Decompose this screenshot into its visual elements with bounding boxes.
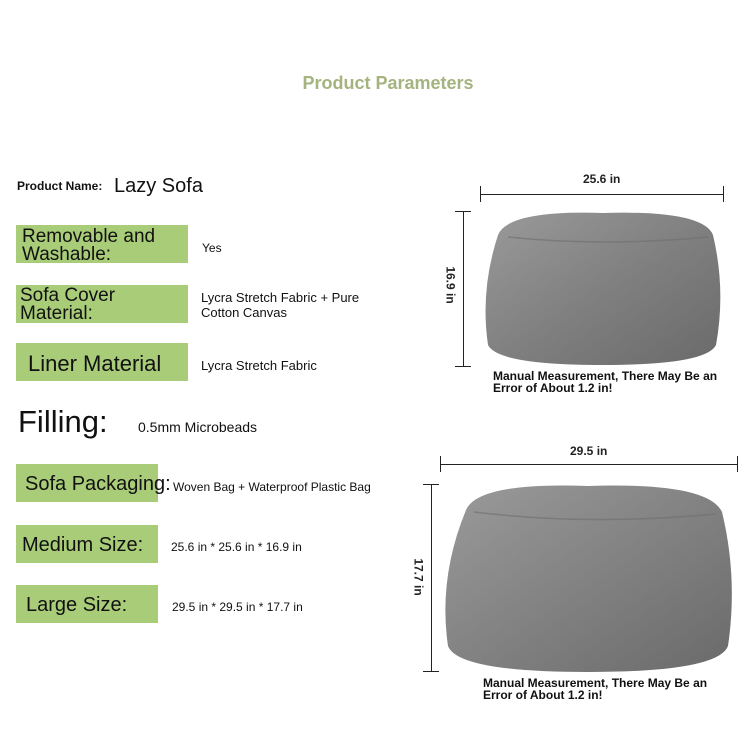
filling-value: 0.5mm Microbeads [138, 419, 258, 435]
large-note-line1: Manual Measurement, There May Be an [483, 676, 708, 690]
cover-value-line2: Cotton Canvas [201, 305, 287, 320]
large-width-line [440, 464, 738, 465]
page-title: Product Parameters [302, 73, 474, 93]
removable-label-line1: Removable and [22, 226, 156, 247]
large-height-tick-top [423, 484, 439, 485]
large-note-line2: Error of About 1.2 in! [483, 688, 603, 702]
liner-label: Liner Material [28, 351, 162, 376]
medium-width-tick-left [480, 186, 481, 202]
liner-value: Lycra Stretch Fabric [201, 358, 317, 373]
medium-value: 25.6 in * 25.6 in * 16.9 in [171, 540, 302, 554]
medium-note-line1: Manual Measurement, There May Be an [493, 369, 718, 383]
large-width-label: 29.5 in [570, 444, 608, 458]
large-height-line [431, 484, 432, 672]
cover-label-box [16, 285, 188, 323]
packaging-value: Woven Bag + Waterproof Plastic Bag [173, 480, 371, 494]
liner-label-box [16, 343, 188, 381]
medium-width-label: 25.6 in [583, 172, 621, 186]
medium-width-line [480, 194, 724, 195]
medium-note-line2: Error of About 1.2 in! [493, 381, 613, 395]
product-name-label: Product Name: [17, 179, 103, 193]
packaging-label: Sofa Packaging: [25, 473, 171, 495]
large-height-label: 17.7 in [411, 558, 426, 596]
medium-height-tick-top [455, 211, 471, 212]
medium-height-line [463, 211, 464, 367]
cover-label-line2: Material: [20, 303, 93, 324]
large-label: Large Size: [26, 594, 128, 616]
medium-label-box [16, 525, 158, 563]
large-width-tick-left [440, 456, 441, 472]
large-value: 29.5 in * 29.5 in * 17.7 in [172, 600, 303, 614]
filling-label: Filling: [18, 404, 108, 439]
removable-label-box [16, 225, 188, 263]
medium-height-tick-bottom [455, 366, 471, 367]
medium-height-label: 16.9 in [443, 266, 458, 304]
large-height-tick-bottom [423, 671, 439, 672]
medium-width-tick-right [723, 186, 724, 202]
removable-label-line2: Washable: [22, 244, 112, 265]
cover-label-line1: Sofa Cover [20, 285, 116, 306]
cover-value-line1: Lycra Stretch Fabric + Pure [201, 290, 360, 305]
packaging-label-box [16, 464, 171, 502]
large-cushion-image [438, 478, 740, 676]
medium-label: Medium Size: [22, 534, 144, 556]
product-name-value: Lazy Sofa [114, 175, 203, 197]
removable-value: Yes [202, 241, 222, 255]
large-width-tick-right [737, 456, 738, 472]
large-label-box [16, 585, 158, 623]
medium-cushion-image [478, 205, 728, 370]
